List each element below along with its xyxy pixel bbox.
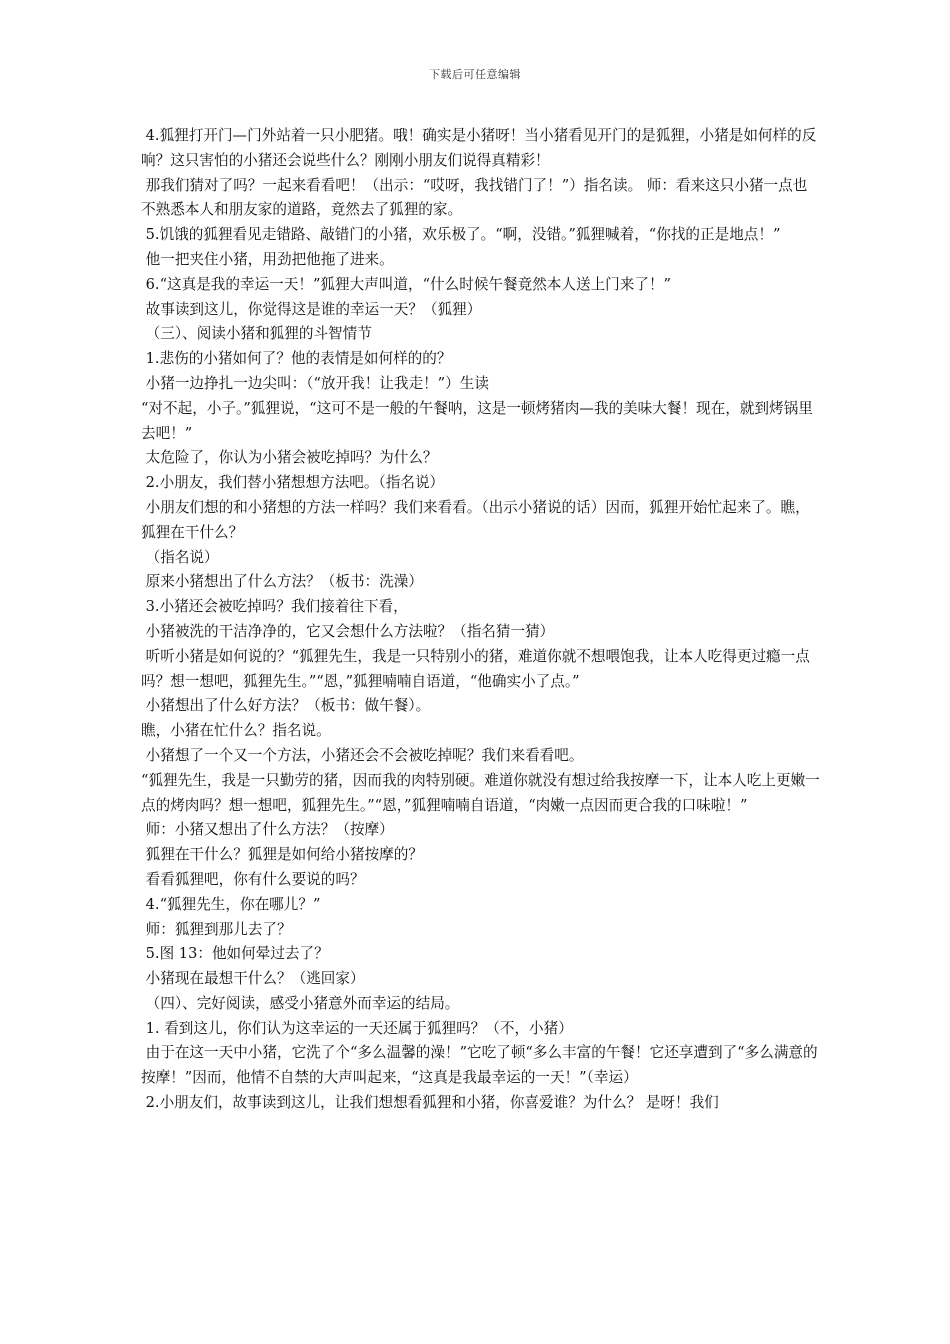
paragraph: 1.悲伤的小猪如何了？他的表情是如何样的的？ [141,350,452,368]
paragraph: 师：小猪又想出了什么方法？（按摩） [141,821,394,839]
paragraph: 他一把夹住小猪，用劲把他拖了进来。 [141,250,394,268]
paragraph: 小猪想出了什么好方法？（板书：做午餐）。 [141,697,431,715]
paragraph: 瞧，小猪在忙什么？指名说。 [141,722,331,740]
document-body [141,124,821,1116]
paragraph: “对不起，小子。”狐狸说，“这可不是一般的午餐呐，这是一顿烤猪肉—我的美味大餐！现在，就到烤锅里去吧！” [141,399,813,442]
paragraph: 小猪一边挣扎一边尖叫：（“放开我！让我走！”）生读 [141,374,489,392]
paragraph: （四）、完好阅读，感受小猪意外而幸运的结局。 [141,994,460,1012]
paragraph: 那我们猜对了吗？一起来看看吧！（出示：“哎呀，我找错门了！”）指名读。 师：看来这只小猪一点也不熟悉本人和朋友家的道路，竟然去了狐狸的家。 [141,176,808,219]
paragraph: （指名说） [141,548,219,566]
paragraph: 5.图 13：他如何晕过去了？ [141,945,329,963]
paragraph: 看看狐狸吧，你有什么要说的吗？ [141,870,365,888]
paragraph: 4.狐狸打开门—门外站着一只小肥猪。哦！确实是小猪呀！当小猪看见开门的是狐狸，小猪是如何样的反响？这只害怕的小猪还会说些什么？刚刚小朋友们说得真精彩！ [141,127,817,169]
paragraph: 2.小朋友，我们替小猪想想方法吧。（指名说） [141,474,445,492]
paragraph: 3.小猪还会被吃掉吗？我们接着往下看， [141,598,408,616]
paragraph: 故事读到这儿，你觉得这是谁的幸运一天？（狐狸） [141,300,482,318]
paragraph: 由于在这一天中小猪，它洗了个“多么温馨的澡！”它吃了顿“多么丰富的午餐！它还享遭到了“多么满意的按摩！”因而，他情不自禁的大声叫起来，“这真是我最幸运的一天！”（幸运） [141,1044,818,1087]
paragraph: 小猪想了一个又一个方法，小猪还会不会被吃掉呢？我们来看看吧。 [141,746,584,764]
paragraph: 1. 看到这儿，你们认为这幸运的一天还属于狐狸吗？（不，小猪） [141,1019,573,1037]
page-header: 下载后可任意编辑 [429,68,521,81]
paragraph: 2.小朋友们，故事读到这儿，让我们想想看狐狸和小猪，你喜爱谁？为什么？ 是呀！我们 [141,1094,719,1112]
paragraph: 小猪被洗的干洁净净的，它又会想什么方法啦？（指名猜一猜） [141,622,555,640]
paragraph: （三）、阅读小猪和狐狸的斗智情节 [141,325,372,343]
paragraph: “狐狸先生，我是一只勤劳的猪，因而我的肉特别硬。难道你就没有想过给我按摩一下，让本人吃上更嫩一点的烤肉吗？想一想吧，狐狸先生。”“恩，”狐狸喃喃自语道，“肉嫩一点因而更合我的口味啦！” [141,771,820,814]
paragraph: 6.“这真是我的幸运一天！”狐狸大声叫道，“什么时候午餐竟然本人送上门来了！” [141,275,672,293]
paragraph: 5.饥饿的狐狸看见走错路、敲错门的小猪，欢乐极了。“啊，没错。”狐狸喊着，“你找的正是地点！” [141,226,781,244]
paragraph: 小猪现在最想干什么？（逃回家） [141,970,365,988]
paragraph: 狐狸在干什么？狐狸是如何给小猪按摩的？ [141,846,423,864]
paragraph: 太危险了，你认为小猪会被吃掉吗？为什么？ [141,449,438,467]
paragraph: 4.“狐狸先生，你在哪儿？” [141,895,321,913]
paragraph: 师：狐狸到那儿去了？ [141,920,292,938]
paragraph: 原来小猪想出了什么方法？（板书：洗澡） [141,573,423,591]
paragraph: 小朋友们想的和小猪想的方法一样吗？我们来看看。（出示小猪说的话）因而，狐狸开始忙起来了。瞧，狐狸在干什么？ [141,498,810,541]
paragraph: 听听小猪是如何说的？“狐狸先生，我是一只特别小的猪，难道你就不想喂饱我，让本人吃得更过瘾一点吗？想一想吧，狐狸先生。”“恩，”狐狸喃喃自语道，“他确实小了点。” [141,647,810,690]
